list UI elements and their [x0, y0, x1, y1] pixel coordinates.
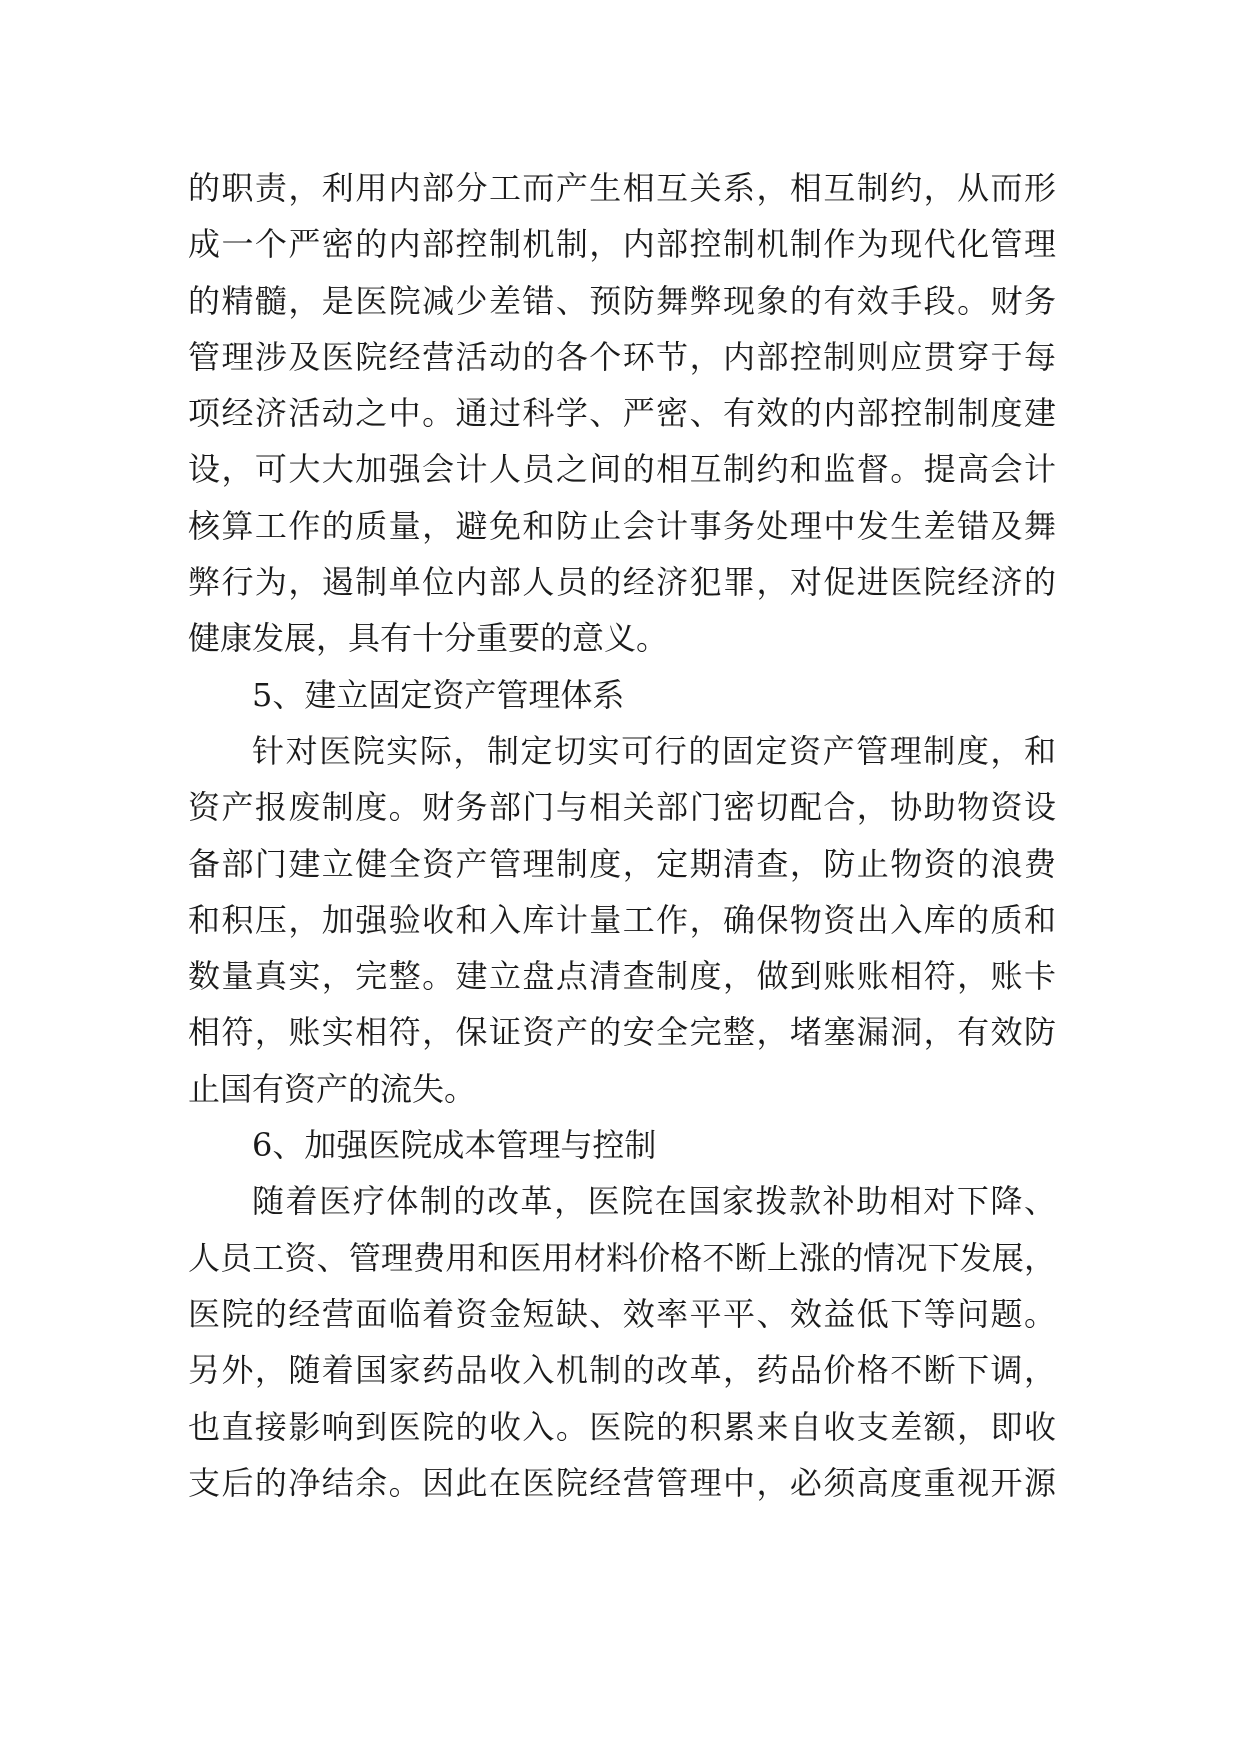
body-text-line: 资产报废制度。财务部门与相关部门密切配合，协助物资设 [188, 788, 1056, 827]
body-text-line: 弊行为，遏制单位内部人员的经济犯罪，对促进医院经济的 [188, 563, 1056, 602]
body-text-line: 相符，账实相符，保证资产的安全完整，堵塞漏洞，有效防 [188, 1013, 1056, 1052]
body-text-line: 项经济活动之中。通过科学、严密、有效的内部控制制度建 [188, 394, 1056, 433]
body-text-line: 备部门建立健全资产管理制度，定期清查，防止物资的浪费 [188, 844, 1056, 883]
section-heading: 6、加强医院成本管理与控制 [252, 1126, 657, 1165]
body-text-line: 和积压，加强验收和入库计量工作，确保物资出入库的质和 [188, 900, 1056, 939]
body-text-line: 医院的经营面临着资金短缺、效率平平、效益低下等问题。 [188, 1294, 1056, 1333]
body-text-line: 成一个严密的内部控制机制，内部控制机制作为现代化管理 [188, 225, 1056, 264]
document-body [188, 160, 1056, 1511]
body-text-line: 设，可大大加强会计人员之间的相互制约和监督。提高会计 [188, 450, 1056, 489]
body-text-line: 止国有资产的流失。 [188, 1069, 477, 1108]
body-text-line: 核算工作的质量，避免和防止会计事务处理中发生差错及舞 [188, 506, 1056, 545]
body-text-line: 的职责，利用内部分工而产生相互关系，相互制约，从而形 [188, 169, 1056, 207]
body-text-line: 也直接影响到医院的收入。医院的积累来自收支差额，即收 [188, 1407, 1056, 1446]
body-text-line: 针对医院实际，制定切实可行的固定资产管理制度，和 [252, 731, 1056, 770]
body-text-line: 健康发展，具有十分重要的意义。 [188, 619, 669, 658]
body-text-line: 另外，随着国家药品收入机制的改革，药品价格不断下调， [188, 1351, 1056, 1390]
body-text-line: 支后的净结余。因此在医院经营管理中，必须高度重视开源 [188, 1463, 1056, 1502]
section-heading: 5、建立固定资产管理体系 [252, 675, 625, 714]
body-text-line: 管理涉及医院经营活动的各个环节，内部控制则应贯穿于每 [188, 337, 1056, 376]
body-text-line: 的精髓，是医院减少差错、预防舞弊现象的有效手段。财务 [188, 281, 1056, 320]
body-text-line: 随着医疗体制的改革，医院在国家拨款补助相对下降、 [252, 1182, 1056, 1221]
body-text-line: 人员工资、管理费用和医用材料价格不断上涨的情况下发展， [188, 1238, 1056, 1277]
body-text-line: 数量真实，完整。建立盘点清查制度，做到账账相符，账卡 [188, 957, 1056, 996]
